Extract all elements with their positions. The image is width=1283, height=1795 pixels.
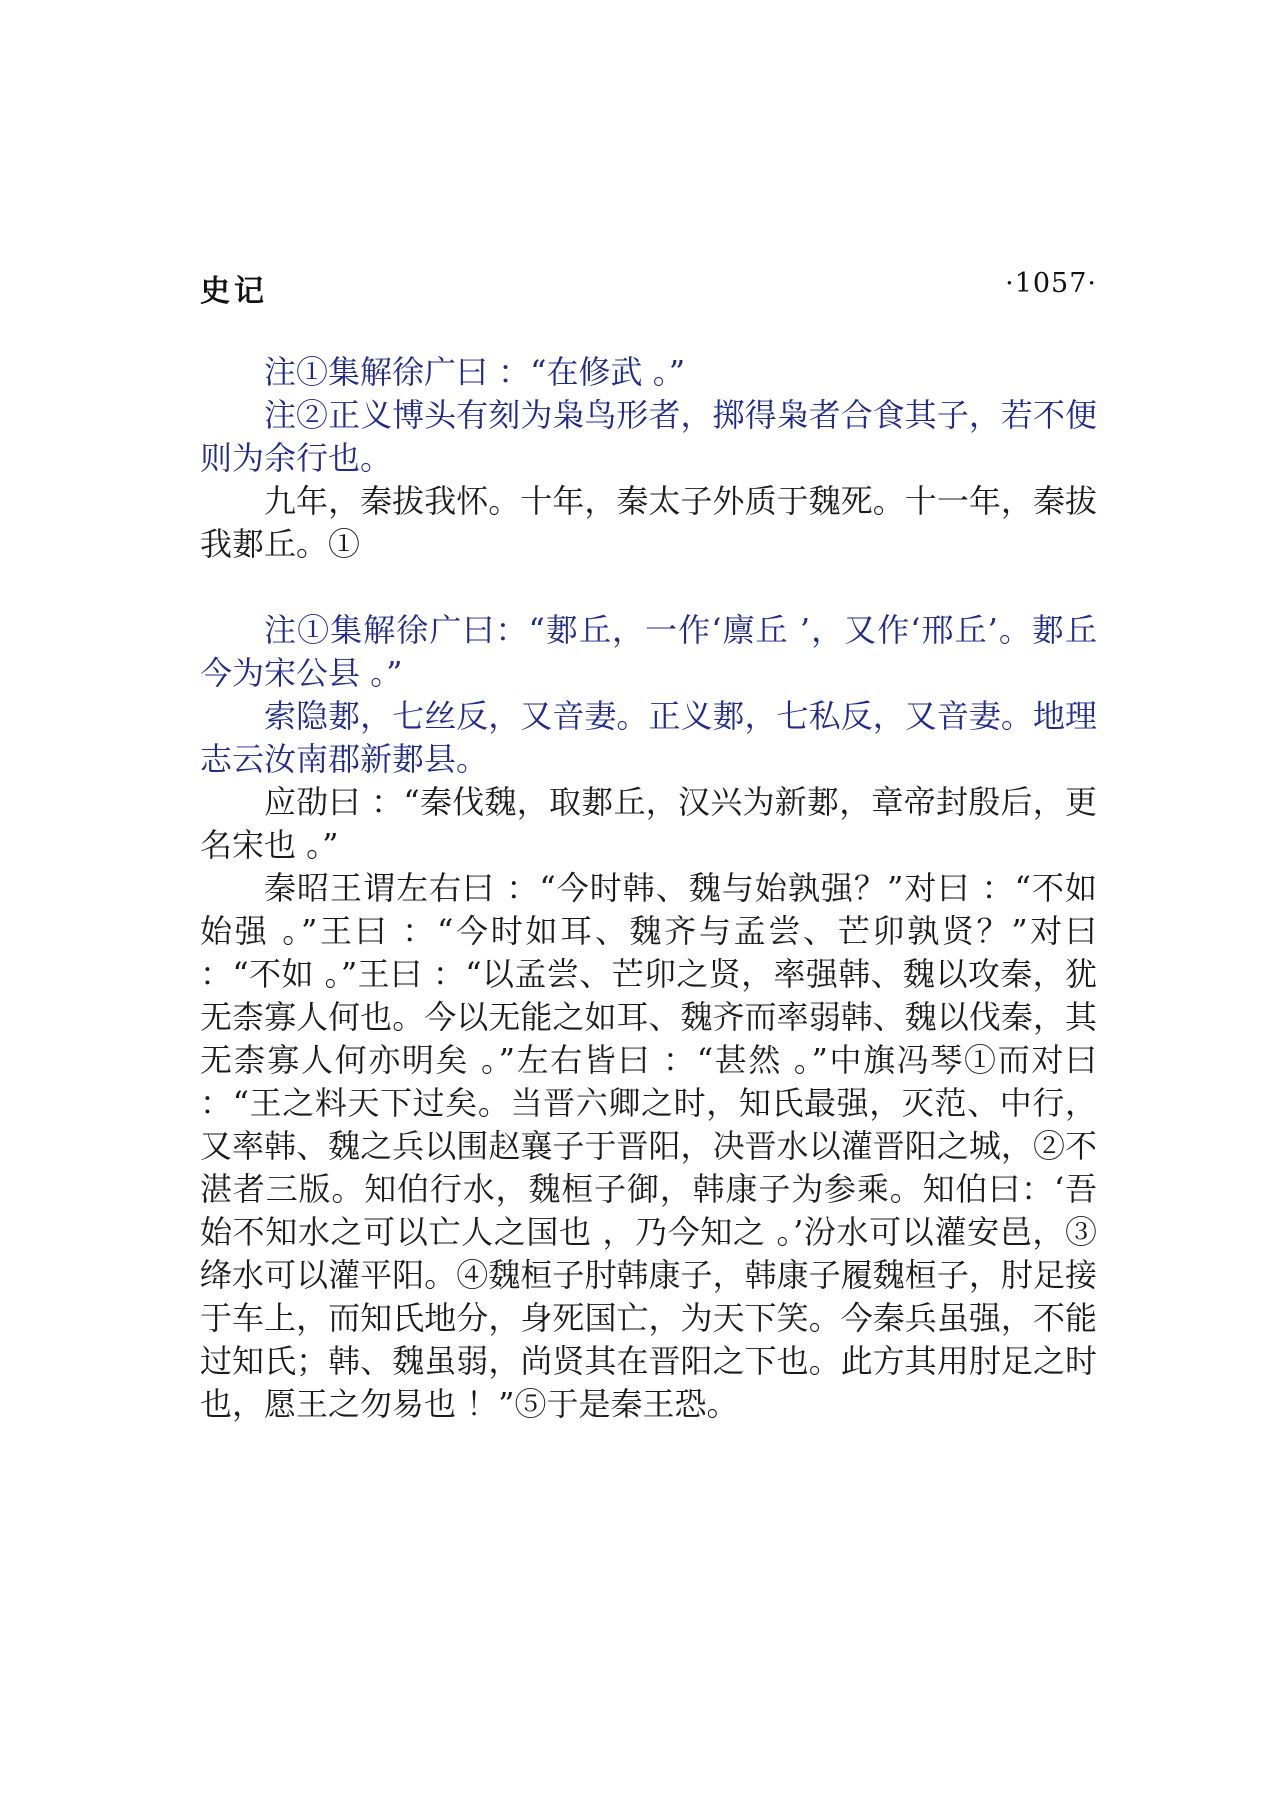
paragraph-spacer — [200, 566, 1097, 609]
page-header — [200, 266, 1097, 312]
text-paragraph: 应劭曰 ：“秦伐魏，取郪丘，汉兴为新郪，章帝封殷后，更名宋也 。” — [200, 783, 1097, 864]
page-number: ·1057· — [1005, 268, 1097, 299]
text-paragraph: 秦昭王谓左右曰 ：“今时韩、魏与始孰强？”对曰 ：“不如始强 。”王曰 ：“今时如耳、魏齐与孟尝、芒卯孰贤？”对曰 ：“不如 。”王曰 ：“以孟尝、芒卯之贤，率强韩、魏以攻秦，犹无柰寡人何也。今以无能之如耳、魏齐而率弱韩、魏以伐秦，其无柰寡人何亦明矣 。”左右皆曰 ：“甚然 。”中旗冯琴①而对曰 ：“王之料天下过矣。当晋六卿之时，知氏最强，灭范、中行，又率韩、魏之兵以围赵襄子于晋阳，决晋水以灌晋阳之城，②不湛者三版。知伯行水，魏桓子御，韩康子为参乘。知伯曰：‘吾始不知水之可以亡人之国也 ，乃今知之 。’汾水可以灌安邑，③绛水可以灌平阳。④魏桓子肘韩康子，韩康子履魏桓子，肘足接于车上，而知氏地分，身死国亡，为天下笑。今秦兵虽强，不能过知氏；韩、魏虽弱，尚贤其在晋阳之下也。此方其用肘足之时也，愿王之勿易也 ！”⑤于是秦王恐。 — [200, 869, 1097, 1423]
annotation-paragraph: 索隐郪，七丝反，又音妻。正义郪，七私反，又音妻。地理志云汝南郡新郪县。 — [200, 697, 1097, 778]
book-title: 史记 — [200, 274, 268, 309]
annotation-paragraph: 注②正义博头有刻为枭鸟形者，掷得枭者合食其子，若不便则为余行也。 — [200, 396, 1097, 477]
text-paragraph: 九年，秦拔我怀。十年，秦太子外质于魏死。十一年，秦拔我郪丘。① — [200, 482, 1097, 563]
page-body — [200, 351, 1097, 1426]
annotation-paragraph: 注①集解徐广曰 ：“在修武 。” — [264, 353, 686, 391]
annotation-paragraph: 注①集解徐广曰：“郪丘，一作‘廪丘 ’，又作‘邢丘’。郪丘今为宋公县 。” — [200, 611, 1097, 692]
